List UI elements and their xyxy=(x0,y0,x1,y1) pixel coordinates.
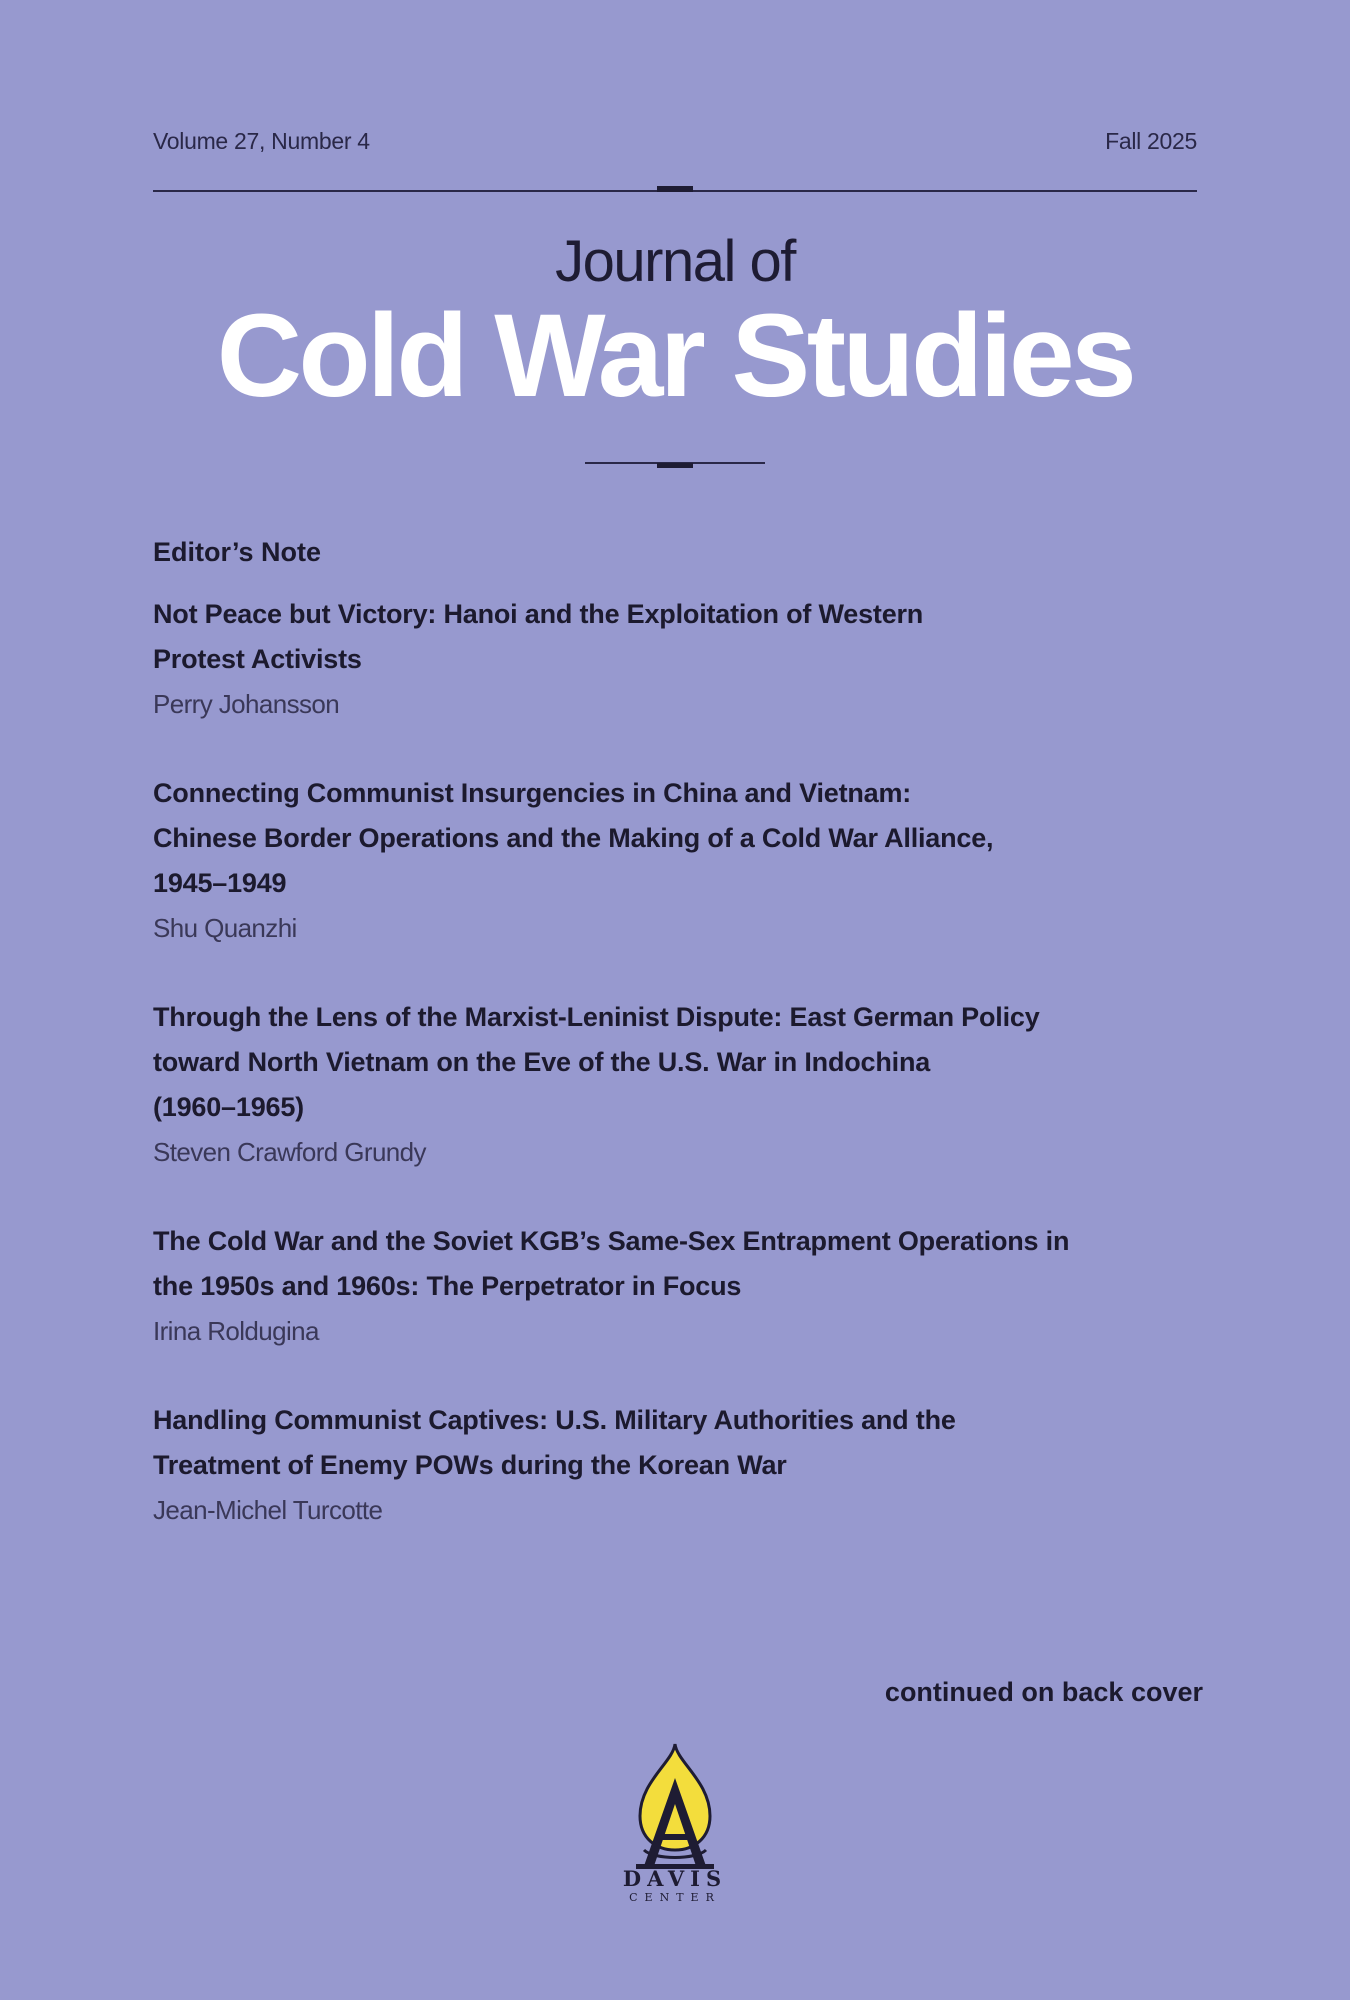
table-of-contents xyxy=(153,534,1213,1577)
journal-title-prefix: Journal of xyxy=(555,229,795,294)
article-title-line: Protest Activists xyxy=(153,644,362,674)
article-author: Irina Roldugina xyxy=(153,1316,319,1346)
editors-note: Editor’s Note xyxy=(153,537,322,567)
article-title-line: (1960–1965) xyxy=(153,1092,304,1122)
article-title-line: Treatment of Enemy POWs during the Korean War xyxy=(153,1450,787,1480)
logo-subtitle: CENTER xyxy=(629,1891,721,1904)
volume-number: Volume 27, Number 4 xyxy=(153,128,370,154)
logo-name: DAVIS xyxy=(622,1866,728,1891)
article-title-line: Not Peace but Victory: Hanoi and the Exploitation of Western xyxy=(153,599,924,629)
article-entry xyxy=(153,1398,1213,1532)
article-entry xyxy=(153,995,1213,1174)
top-divider-mark xyxy=(657,186,693,192)
article-author: Perry Johansson xyxy=(153,689,340,719)
article-title-line: Through the Lens of the Marxist-Leninist Dispute: East German Policy xyxy=(153,1002,1040,1032)
article-title-line: toward North Vietnam on the Eve of the U.S. War in Indochina xyxy=(153,1047,931,1077)
article-title-line: Chinese Border Operations and the Making of a Cold War Alliance, xyxy=(153,823,994,853)
article-title-line: Connecting Communist Insurgencies in China and Vietnam: xyxy=(153,778,912,808)
journal-title: Cold War Studies xyxy=(216,290,1134,422)
article-author: Jean-Michel Turcotte xyxy=(153,1495,383,1525)
title-divider-mark xyxy=(657,463,693,468)
article-title-line: the 1950s and 1960s: The Perpetrator in Focus xyxy=(153,1271,742,1301)
article-author: Shu Quanzhi xyxy=(153,913,297,943)
issue-season: Fall 2025 xyxy=(1105,128,1197,154)
article-title-line: 1945–1949 xyxy=(153,868,287,898)
article-title-line: Handling Communist Captives: U.S. Military Authorities and the xyxy=(153,1405,956,1435)
article-author: Steven Crawford Grundy xyxy=(153,1137,426,1167)
article-title-line: The Cold War and the Soviet KGB’s Same-Sex Entrapment Operations in xyxy=(153,1226,1070,1256)
issue-line xyxy=(153,128,1197,155)
article-entry xyxy=(153,592,1213,726)
continued-note: continued on back cover xyxy=(884,1677,1203,1707)
article-entry xyxy=(153,771,1213,950)
article-entry xyxy=(153,1219,1213,1353)
